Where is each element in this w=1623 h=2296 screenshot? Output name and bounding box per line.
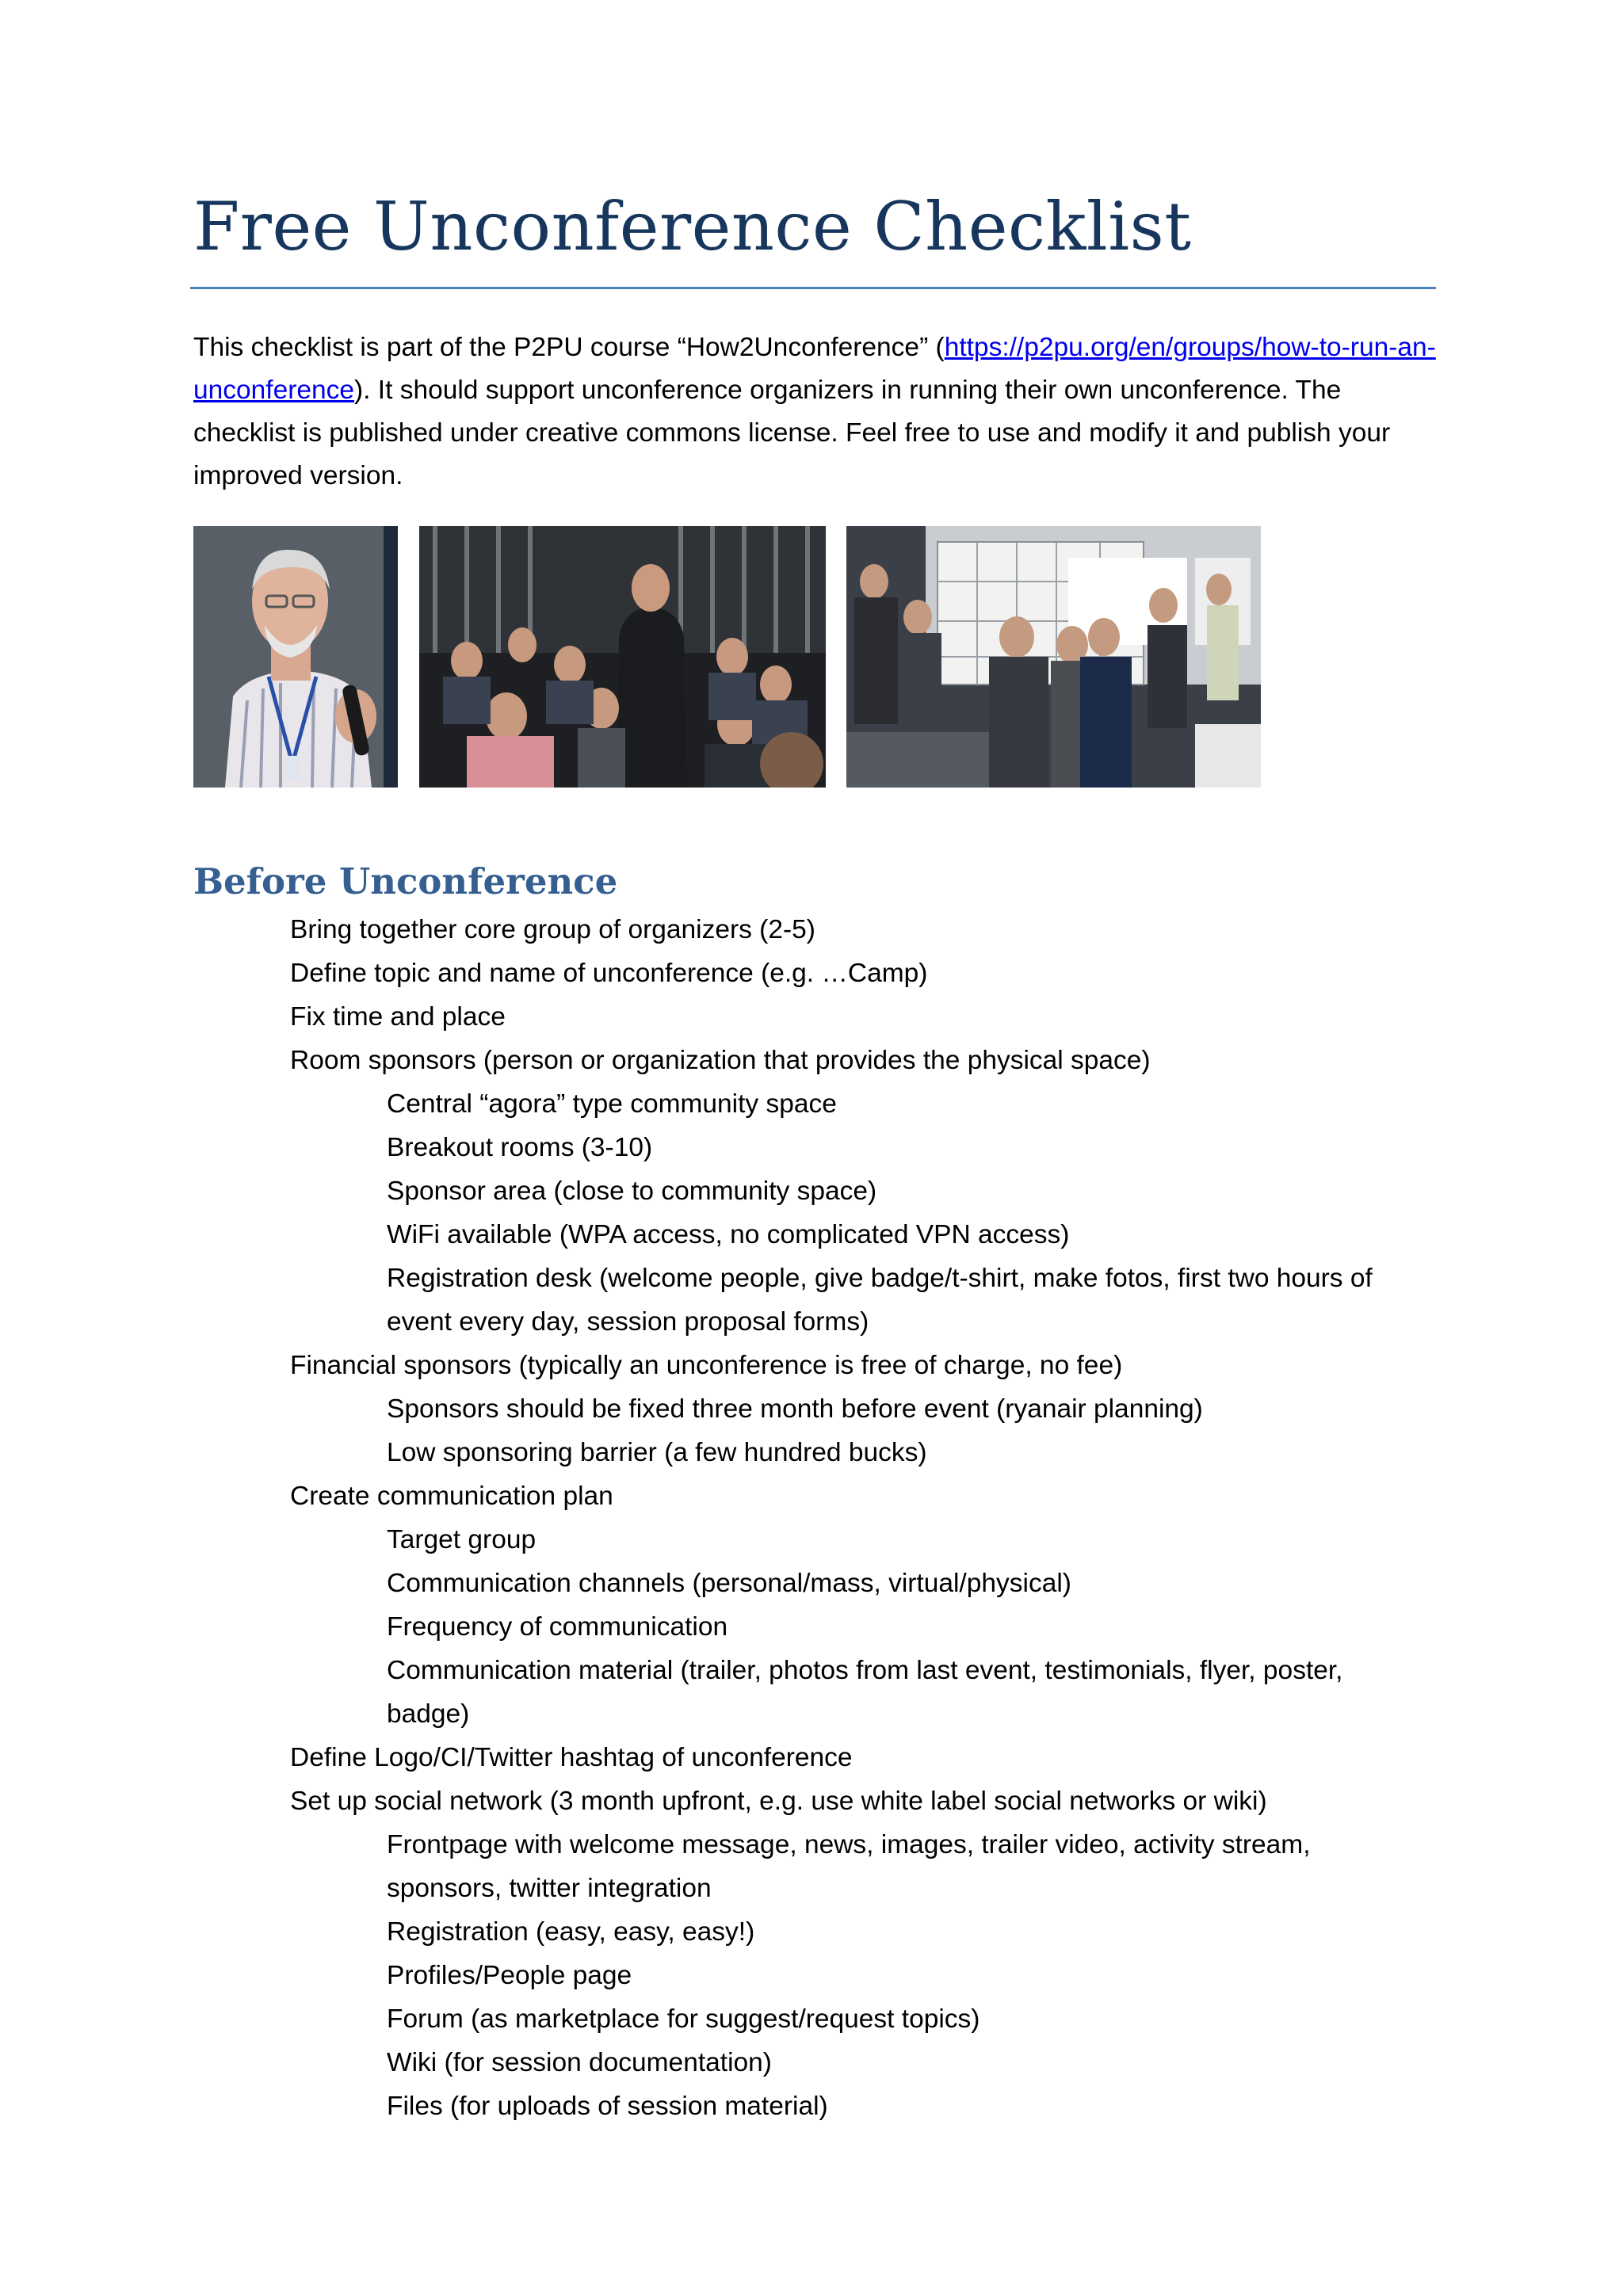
checklist-subitem: Frequency of communication bbox=[387, 1612, 728, 1642]
checklist-item: Define topic and name of unconference (e.g. …Camp) bbox=[290, 959, 928, 988]
checklist-subitem: Central “agora” type community space bbox=[387, 1089, 837, 1119]
checklist-subitem: Wiki (for session documentation) bbox=[387, 2048, 772, 2077]
title-underline bbox=[190, 287, 1436, 289]
audience-photo-image bbox=[419, 526, 826, 788]
checklist-subitem: Communication channels (personal/mass, virtual/physical) bbox=[387, 1569, 1071, 1598]
audience-photo bbox=[419, 526, 826, 788]
intro-paragraph bbox=[193, 326, 1445, 498]
checklist-item: Bring together core group of organizers (2-5) bbox=[290, 915, 815, 944]
course-link[interactable]: https://p2pu.org/en/groups/how-to-run-an-unconference bbox=[193, 333, 1436, 405]
checklist-subitem: Breakout rooms (3-10) bbox=[387, 1133, 653, 1162]
session-board-photo-image bbox=[846, 526, 1261, 788]
checklist-subitem: Low sponsoring barrier (a few hundred bucks) bbox=[387, 1438, 927, 1467]
before-unconference-checklist bbox=[0, 908, 1623, 2128]
checklist-subitem: WiFi available (WPA access, no complicated VPN access) bbox=[387, 1220, 1070, 1249]
checklist-item: Room sponsors (person or organization that provides the physical space) bbox=[290, 1046, 1151, 1075]
session-board-photo bbox=[846, 526, 1261, 788]
checklist-subitem: Registration (easy, easy, easy!) bbox=[387, 1917, 755, 1947]
checklist-subitem: Forum (as marketplace for suggest/request topics) bbox=[387, 2004, 980, 2034]
checklist-subitem: Frontpage with welcome message, news, images, trailer video, activity stream, sponsors, twitter integration bbox=[387, 1830, 1311, 1903]
checklist-item: Financial sponsors (typically an unconference is free of charge, no fee) bbox=[290, 1351, 1123, 1380]
speaker-photo bbox=[193, 526, 398, 788]
checklist-item: Create communication plan bbox=[290, 1482, 613, 1511]
checklist-subitem: Sponsor area (close to community space) bbox=[387, 1177, 877, 1206]
checklist-item: Fix time and place bbox=[290, 1002, 506, 1032]
page-title: Free Unconference Checklist bbox=[193, 188, 1192, 265]
intro-text-end: ). It should support unconference organizers in running their own unconference. The checklist is published under creative commons license. Feel free to use and modify it and publish your improved version. bbox=[193, 376, 1391, 490]
section-heading-before-unconference: Before Unconference bbox=[193, 860, 618, 902]
checklist-subitem: Files (for uploads of session material) bbox=[387, 2092, 828, 2121]
checklist-item: Set up social network (3 month upfront, e.g. use white label social networks or wiki) bbox=[290, 1787, 1267, 1816]
checklist-subitem: Target group bbox=[387, 1525, 537, 1554]
checklist-subitem: Communication material (trailer, photos from last event, testimonials, flyer, poster, badge) bbox=[387, 1656, 1343, 1729]
checklist-subitem: Sponsors should be fixed three month before event (ryanair planning) bbox=[387, 1394, 1203, 1424]
checklist-item: Define Logo/CI/Twitter hashtag of unconference bbox=[290, 1743, 853, 1772]
speaker-photo-image bbox=[193, 526, 398, 788]
checklist-subitem: Profiles/People page bbox=[387, 1961, 632, 1990]
intro-text-start: This checklist is part of the P2PU course “How2Unconference” ( bbox=[193, 333, 945, 362]
checklist-subitem: Registration desk (welcome people, give badge/t-shirt, make fotos, first two hours of event every day, session proposal forms) bbox=[387, 1264, 1373, 1337]
